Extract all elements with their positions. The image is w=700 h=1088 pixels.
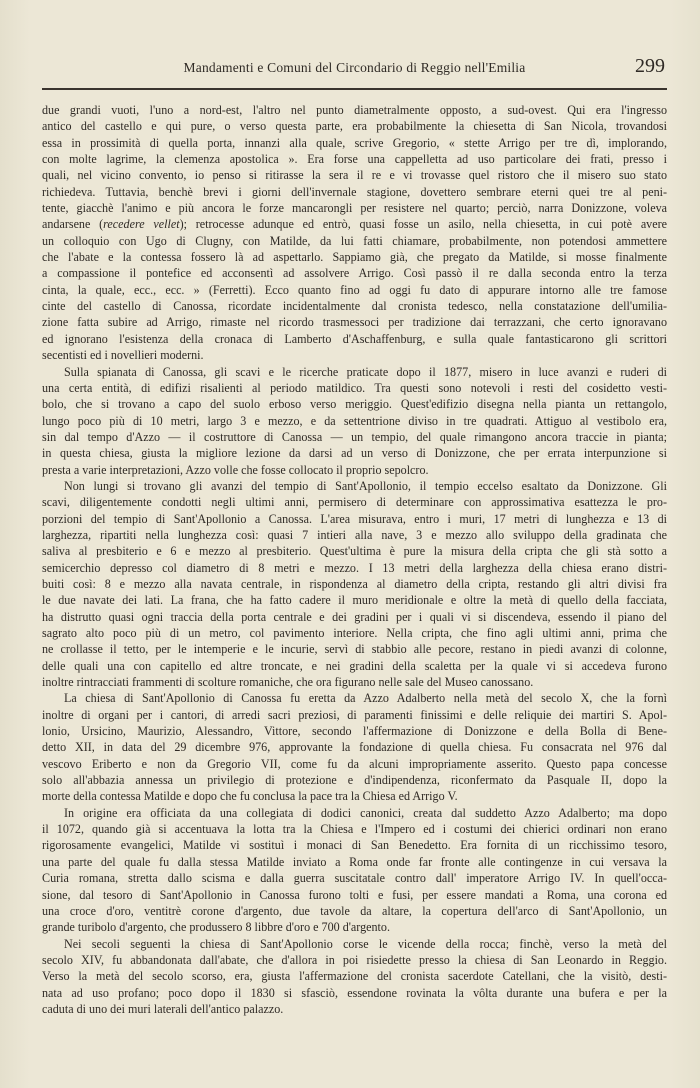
text-line: nata ad uso profano; poco dopo il 1830 si sfasciò, essendone rovinata la vôlta durante una bufera e per la — [42, 985, 667, 1000]
text-line: cinta, la quale, ecc., ecc. » (Ferretti). Ecco quanto fino ad oggi fu dato di appurare intorno alle tre famose — [42, 282, 667, 297]
text-line: bolo, che si trovano a capo del suolo erboso verso meriggio. Quest'edifizio disegna nella pianta un rettangolo, — [42, 397, 667, 412]
text-line: essa in prossimità di quella porta, innanzi alla quale, scrive Gregorio, « stette Arrigo per tre dì, implorando, — [42, 135, 667, 150]
text-line: inoltre rintracciati frammenti di scolture romaniche, che ora figurano nelle sale del Museo canossano. — [42, 675, 534, 690]
text-line: Non lungi si trovano gli avanzi del tempio di Sant'Apollonio, il tempio eccelso esaltato da Donizzone. Gli — [64, 478, 667, 493]
text-line: saliva al presbiterio e 6 e mezzo al presbiterio. Quest'ultima è pure la misura della cripta che gli stà sotto a — [42, 544, 667, 559]
text-line: richiedeva. Tuttavia, benchè brevi i giorni dell'invernale stagione, dovettero sembrare eterni quei tre al peni- — [42, 184, 667, 199]
text-line: presta a varie interpretazioni, Azzo volle che fosse collocato il proprio sepolcro. — [42, 462, 429, 477]
text-line: larghezza, ripartiti nella lunghezza così: quasi 7 intieri alla nave, 3 e mezzo allo sviluppo della gradinata che — [42, 527, 667, 542]
text-line: porzioni del tempio di Sant'Apollonio a Canossa. L'area misurava, entro i muri, 17 metri di lunghezza e 13 di — [42, 511, 667, 526]
header-rule — [42, 88, 667, 90]
text-line: con molte lagrime, la clemenza apostolica ». Era forse una cappelletta ad uso particolare dei frati, presso i — [42, 152, 667, 167]
text-line: lungo poco più di 10 metri, largo 3 e mezzo, e da settentrione diviso in tre quadrati. Attiguo al vestibolo era, — [42, 413, 667, 428]
text-line: sione, dal tesoro di Sant'Apollonio in Canossa furono tolti e fusi, per essere mandati a Roma, una corona ed — [42, 887, 667, 902]
paragraph — [42, 364, 667, 478]
text-line: vescovo Eriberto e non da Gregorio VII, come fu da alcuni impropriamente asserito. Questo papa concesse — [42, 756, 667, 771]
text-line — [42, 216, 667, 232]
text-line: detto XII, in data del 29 dicembre 976, approvante la fondazione di quella chiesa. Fu consacrata nel 976 dal — [42, 740, 667, 755]
text-line: una parte del quale fu dalla stessa Matilde inviato a Roma onde far fronte alle contingenze in cui versava la — [42, 854, 667, 869]
text-line: zione fatta subire ad Arrigo, rimaste nel ricordo trasmessoci per tradizione dai terrazzani, che certo ignoravano — [42, 315, 667, 330]
text-line: cinte del castello di Canossa, ricordate incidentalmente dal cronista tedesco, nella constatazione dell'umilia- — [42, 299, 667, 314]
text-line: caduta di uno dei muri laterali dell'antico palazzo. — [42, 1001, 284, 1016]
text-line: antico del castello e qui pure, o verso questa parte, era probabilmente la chiesetta di San Nicola, trovandosi — [42, 119, 667, 134]
text-line: tente, giacchè l'animo e più ancora le forze mancarongli per resistere nel quarto; perciò, narra Donizzone, voleva — [42, 201, 667, 216]
text-line: una certa entità, di edifizi risalienti al periodo matildico. Tra questi sono notevoli i resti del cosidetto vesti- — [42, 380, 667, 395]
text-line: ne crollasse il tetto, per le intemperie e le incurie, servì di stabbio alle pecore, restano in piedi avanzi di colonne, — [42, 642, 667, 657]
text-line: un colloquio con Ugo di Clugny, con Matilde, da lui fatti chiamare, probabilmente, non potendosi ammettere — [42, 233, 667, 248]
text-line: quali, nel vicino convento, io penso si ritirasse la sera il re e vi trovasse quel ristoro che il misero suo stato — [42, 168, 667, 183]
text-line: sin dal tempo d'Azzo — il costruttore di Canossa — un tempio, del quale rimangono ancora traccie in pianta; — [42, 429, 667, 444]
text-line: le due navate dei lati. La frana, che ha fatto cadere il muro meridionale e oltre la metà di quello della facciata, — [42, 593, 667, 608]
page-number: 299 — [635, 55, 665, 77]
text-line: Curia romana, stretta dallo scisma e dalla guerra suscitatale contro dall' imperatore Arrigo IV. In quell'occa- — [42, 871, 667, 886]
text-line: sagrato alto poco più di un metro, col pavimento interiore. Nella cripta, che fino agli ultimi anni, prima che — [42, 626, 667, 640]
paragraph — [42, 102, 667, 364]
text-line: ed ignorano l'esistenza della cronaca di Lamberto d'Aschaffenburg, e sulla quale fantasticarono gli scrittori — [42, 331, 667, 346]
paragraph — [42, 936, 667, 1018]
body-text — [42, 102, 667, 1017]
text-line: a compassione il pontefice ed acconsentì ad assolvere Arrigo. Così passò il re dalla seconda entro la terza — [42, 266, 667, 281]
text-line: scavi, diligentemente condotti negli ultimi anni, permisero di determinare con approssimativa esattezza le pro- — [42, 495, 667, 510]
text-line: solo all'abbazia annessa un privilegio di protezione e d'indipendenza, riconfermato da Pasquale II, dopo la — [42, 773, 667, 788]
paragraph — [42, 805, 667, 936]
text-line: morte della contessa Matilde e dopo che fu conclusa la pace tra la Chiesa ed Arrigo V. — [42, 789, 458, 804]
text-line: semicerchio depresso col diametro di 8 metri e mezzo. I 13 metri della larghezza della chiesa erano distri- — [42, 560, 667, 575]
text-line: rigorosamente evangelici, Matilde vi sostituì i monaci di San Benedetto. Era fornita di un ricchissimo tesoro, — [42, 838, 667, 853]
text-line: Sulla spianata di Canossa, gli scavi e le ricerche praticate dopo il 1877, misero in luce avanzi e ruderi di — [64, 364, 667, 379]
text-line: ha distrutto quasi ogni traccia della porta centrale e dei gradini per i quali vi si discendeva, essendo il piano del — [42, 609, 667, 624]
text-segment: andarsene ( — [42, 217, 104, 232]
text-line: due grandi vuoti, l'uno a nord-est, l'altro nel punto diametralmente opposto, a sud-ovest. Qui era l'ingresso — [42, 103, 667, 117]
text-line: in questa chiesa, giusta la migliore lezione da darsi ad un verso di Donizzone, che per errata interpunzione si — [42, 446, 667, 461]
text-line: una croce d'oro, ventitrè corone d'argento, due tavole da altare, la copertura dell'arco di Sant'Apollonio, un — [42, 903, 667, 918]
text-line: Verso la metà del secolo scorso, era, giusta l'affermazione del cronista sacerdote Catellani, che la visitò, desti- — [42, 969, 667, 984]
text-line: In origine era officiata da una collegiata di dodici canonici, creata dal suddetto Azzo Adalberto; ma dopo — [64, 805, 667, 820]
text-line: inoltre di organi per i cantori, di arredi sacri preziosi, di paramenti finissimi e delle reliquie dei martiri S. Apol- — [42, 707, 667, 722]
text-line: secentisti ed i novellieri moderni. — [42, 348, 204, 363]
paragraph — [42, 690, 667, 804]
paragraph — [42, 478, 667, 690]
text-line: grande turibolo d'argento, che produssero 8 libbre d'oro e 700 d'argento. — [42, 920, 390, 935]
running-title: Mandamenti e Comuni del Circondario di Reggio nell'Emilia — [183, 60, 526, 75]
text-line: lonio, Ursicino, Maurizio, Alessandro, Vittore, secondo l'affermazione di Donizzone e della Bolla di Bene- — [42, 724, 667, 739]
text-segment: ); retrocesse adunque ed entrò, quasi fosse un asilo, nella chiesetta, in cui potè avere — [179, 217, 667, 232]
text-line: il 1072, quando già si accentuava la lotta tra la Chiesa e l'Impero ed i costumi dei chierici ordinari non erano — [42, 822, 667, 837]
text-line: Nei secoli seguenti la chiesa di Sant'Apollonio corse le vicende della rocca; finchè, verso la metà del — [64, 936, 667, 951]
text-line: buiti così: 8 e mezzo alla navata centrale, in rispondenza al diametro della cripta, restando gli altri divisi fra — [42, 576, 667, 591]
text-line: secolo XIV, fu abbandonata dall'abate, che d'allora in poi risiedette presso la chiesa di San Leonardo in Reggio. — [42, 952, 667, 967]
italic-phrase: recedere vellet — [103, 217, 180, 232]
text-line: delle quali una con capitello ed altre troncate, e nei gradini della scaletta per la quale vi si accedeva furono — [42, 658, 667, 673]
text-line: che l'abate e la contessa fossero là ad aspettarlo. Sappiamo già, che pregato da Matilde, si mosse finalmente — [42, 250, 667, 265]
page-header — [42, 56, 667, 80]
text-line: La chiesa di Sant'Apollonio di Canossa fu eretta da Azzo Adalberto nella metà del secolo X, che la fornì — [64, 691, 667, 706]
